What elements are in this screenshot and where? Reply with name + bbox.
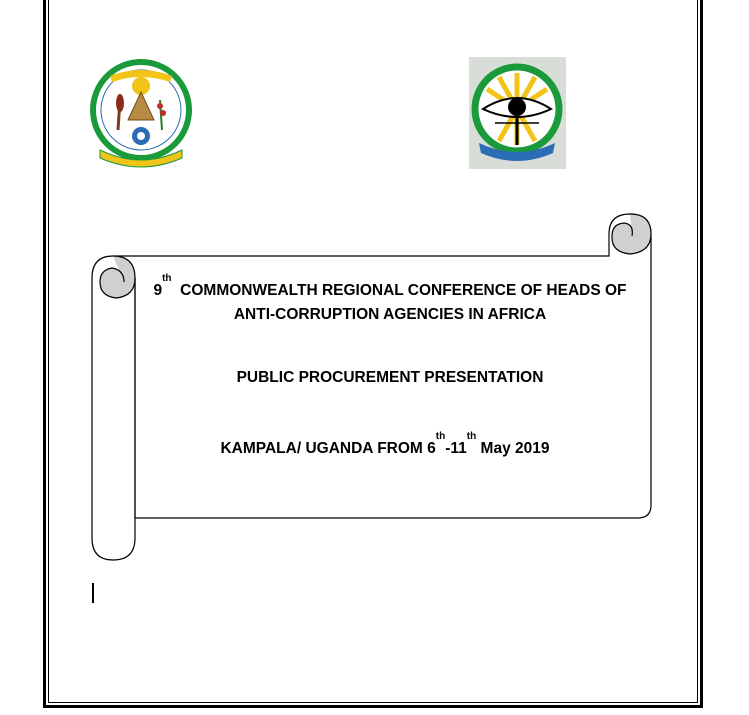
ordinal-suffix: th [162, 273, 172, 284]
start-date-suffix: th [435, 431, 446, 442]
venue-prefix: KAMPALA/ UGANDA FROM 6 [220, 440, 436, 457]
title-line1-text: COMMONWEALTH REGIONAL CONFERENCE OF HEADS OF [180, 282, 627, 299]
presentation-subtitle: PUBLIC PROCUREMENT PRESENTATION [236, 369, 544, 386]
venue-middle: -11 [445, 440, 467, 457]
text-cursor[interactable] [92, 583, 94, 603]
ordinal-number: 9 [153, 282, 163, 299]
venue-date-line [200, 431, 570, 458]
conference-title-line2: ANTI-CORRUPTION AGENCIES IN AFRICA [233, 306, 547, 323]
end-date-suffix: th [466, 431, 477, 442]
conference-title-line1 [150, 273, 630, 300]
venue-rest: May 2019 [480, 440, 550, 457]
